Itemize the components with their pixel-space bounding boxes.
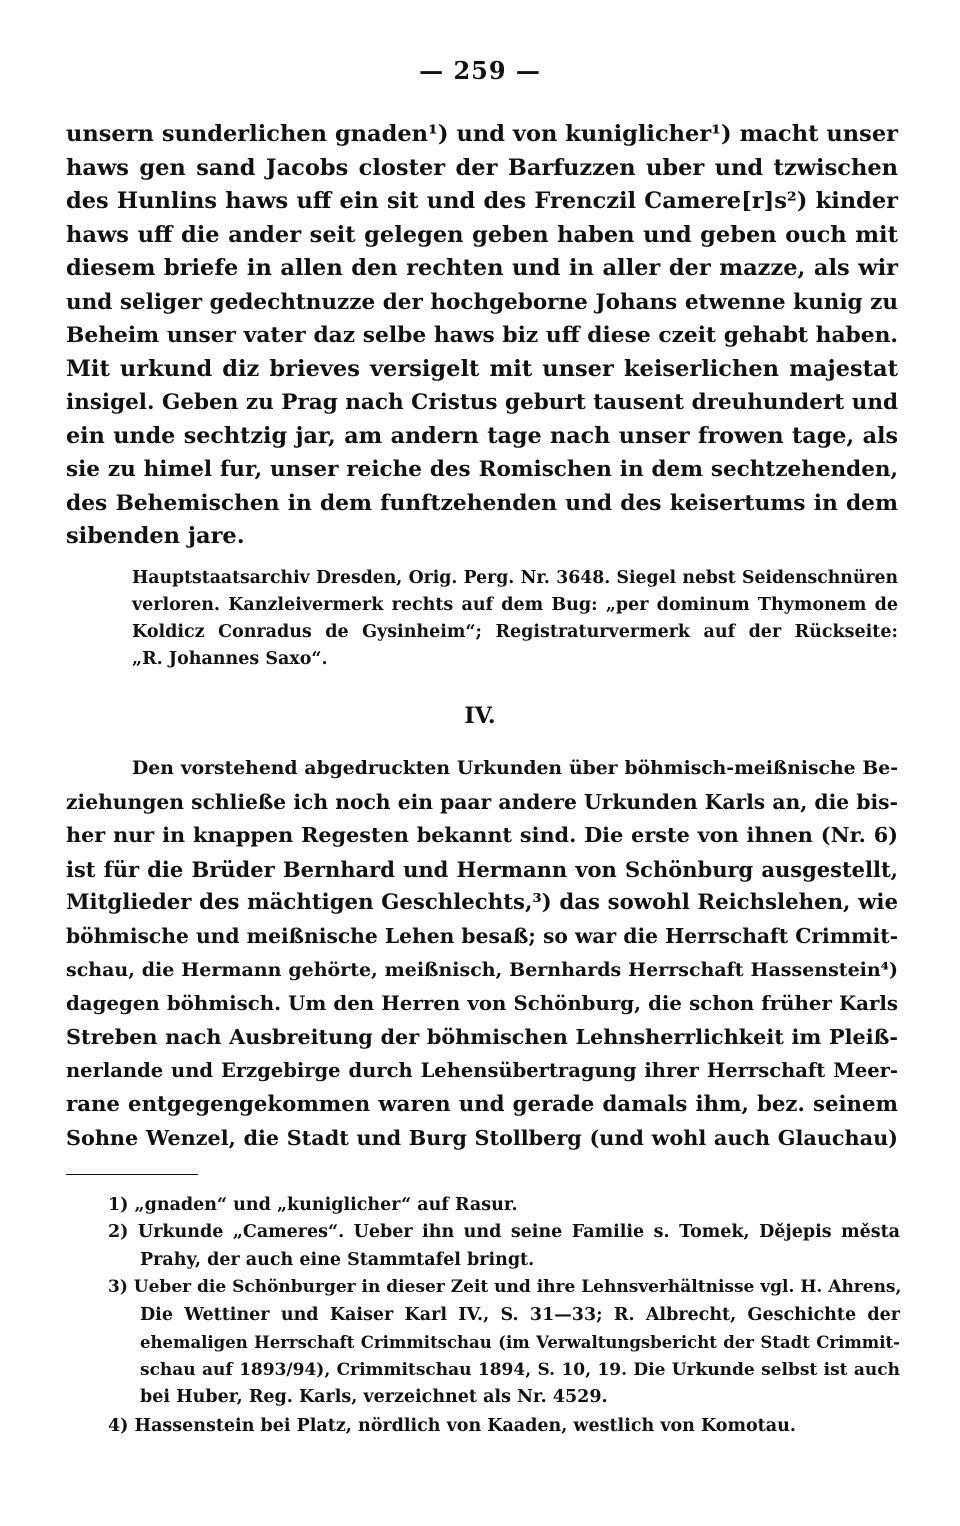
source-note-line: Koldicz Conradus de Gysinheim“; Registraturvermerk auf der Rückseite: (132, 622, 898, 642)
text-line: ziehungen schließe ich noch ein paar andere Urkunden Karls an, die bis- (66, 789, 898, 814)
text-line: Sohne Wenzel, die Stadt und Burg Stollberg (und wohl auch Glauchau) (66, 1125, 898, 1150)
section-heading: IV. (464, 703, 496, 729)
footnote-line: schau auf 1893/94), Crimmitschau 1894, S. 10, 19. Die Urkunde selbst ist auch (140, 1359, 900, 1380)
text-line: Mitglieder des mächtigen Geschlechts,³) das sowohl Reichslehen, wie (66, 890, 898, 916)
text-line: Mit urkund diz brieves versigelt mit unser keiserlichen majestat (66, 355, 898, 382)
source-note (132, 565, 898, 673)
footnote-line: 2) Urkunde „Cameres“. Ueber ihn und seine Familie s. Tomek, Dějepis města (108, 1222, 900, 1242)
text-line: Den vorstehend abgedruckten Urkunden über böhmisch-meißnische Be- (132, 757, 898, 779)
text-line: nerlande und Erzgebirge durch Lehensübertragung ihrer Herrschaft Meer- (66, 1059, 898, 1083)
text-line: unsern sunderlichen gnaden¹) und von kuniglicher¹) macht unser (66, 121, 898, 147)
text-line: sibenden jare. (66, 523, 245, 549)
text-line: und seliger gedechtnuzze der hochgeborne Johans etwenne kunig zu (66, 289, 898, 315)
text-line: Beheim unser vater daz selbe haws biz uff diese czeit gehabt haben. (66, 323, 898, 348)
footnote-line: Prahy, der auch eine Stammtafel bringt. (140, 1249, 535, 1270)
text-line: des Hunlins haws uff ein sit und des Frenczil Camere[r]s²) kinder (66, 188, 898, 214)
text-line: Streben nach Ausbreitung der böhmischen Lehnsherrlichkeit im Pleiß- (66, 1024, 898, 1049)
text-line: haws gen sand Jacobs closter der Barfuzzen uber und tzwischen (66, 154, 898, 181)
section-body (66, 752, 898, 1155)
footnote-1 (108, 1192, 900, 1220)
text-line: ein unde sechtzig jar, am andern tage nach unser frowen tage, als (66, 422, 898, 449)
footnote-line: 4) Hassenstein bei Platz, nördlich von Kaaden, westlich von Komotau. (108, 1416, 796, 1436)
text-line: haws uff die ander seit gelegen geben haben und geben ouch mit (66, 221, 898, 248)
text-line: insigel. Geben zu Prag nach Cristus geburt tausent dreuhundert und (66, 390, 898, 415)
source-note-line: „R. Johannes Saxo“. (132, 649, 328, 669)
source-note-line: verloren. Kanzleivermerk rechts auf dem Bug: „per dominum Thymonem de (132, 595, 898, 615)
text-line: böhmische und meißnische Lehen besaß; so war die Herrschaft Crimmit- (66, 923, 898, 948)
source-note-line: Hauptstaatsarchiv Dresden, Orig. Perg. Nr. 3648. Siegel nebst Seidenschnüren (132, 568, 898, 588)
footnote-line: 3) Ueber die Schönburger in dieser Zeit und ihre Lehnsverhältnisse vgl. H. Ahrens, (108, 1277, 902, 1297)
footnote-4 (108, 1413, 900, 1441)
footnote-line: ehemaligen Herrschaft Crimmitschau (im Verwaltungsbericht der Stadt Crimmit- (140, 1333, 900, 1352)
footnote-2 (108, 1219, 900, 1274)
footnote-line: Die Wettiner und Kaiser Karl IV., S. 31—33; R. Albrecht, Geschichte der (140, 1304, 900, 1325)
footnote-line: 1) „gnaden“ und „kuniglicher“ auf Rasur. (108, 1195, 518, 1215)
text-line: sie zu himel fur, unser reiche des Romischen in dem sechtzehenden, (66, 457, 898, 482)
text-line: dagegen böhmisch. Um den Herren von Schönburg, die schon früher Karls (66, 991, 898, 1016)
footnote-line: bei Huber, Reg. Karls, verzeichnet als Nr. 4529. (140, 1387, 608, 1407)
text-line: ist für die Brüder Bernhard und Hermann von Schönburg ausgestellt, (66, 856, 898, 882)
text-line: her nur in knappen Regesten bekannt sind. Die erste von ihnen (Nr. 6) (66, 823, 898, 848)
footnote-3 (108, 1274, 900, 1412)
text-line: des Behemischen in dem funftzehenden und des keisertums in dem (66, 490, 898, 516)
text-line: diesem briefe in allen den rechten und in aller der mazze, als wir (66, 255, 898, 281)
text-line: schau, die Hermann gehörte, meißnisch, Bernhards Herrschaft Hassenstein⁴) (66, 958, 898, 981)
footnote-divider (66, 1174, 198, 1175)
page-number: — 259 — (419, 56, 541, 85)
charter-text (66, 118, 898, 554)
text-line: rane entgegengekommen waren und gerade damals ihm, bez. seinem (66, 1091, 898, 1117)
